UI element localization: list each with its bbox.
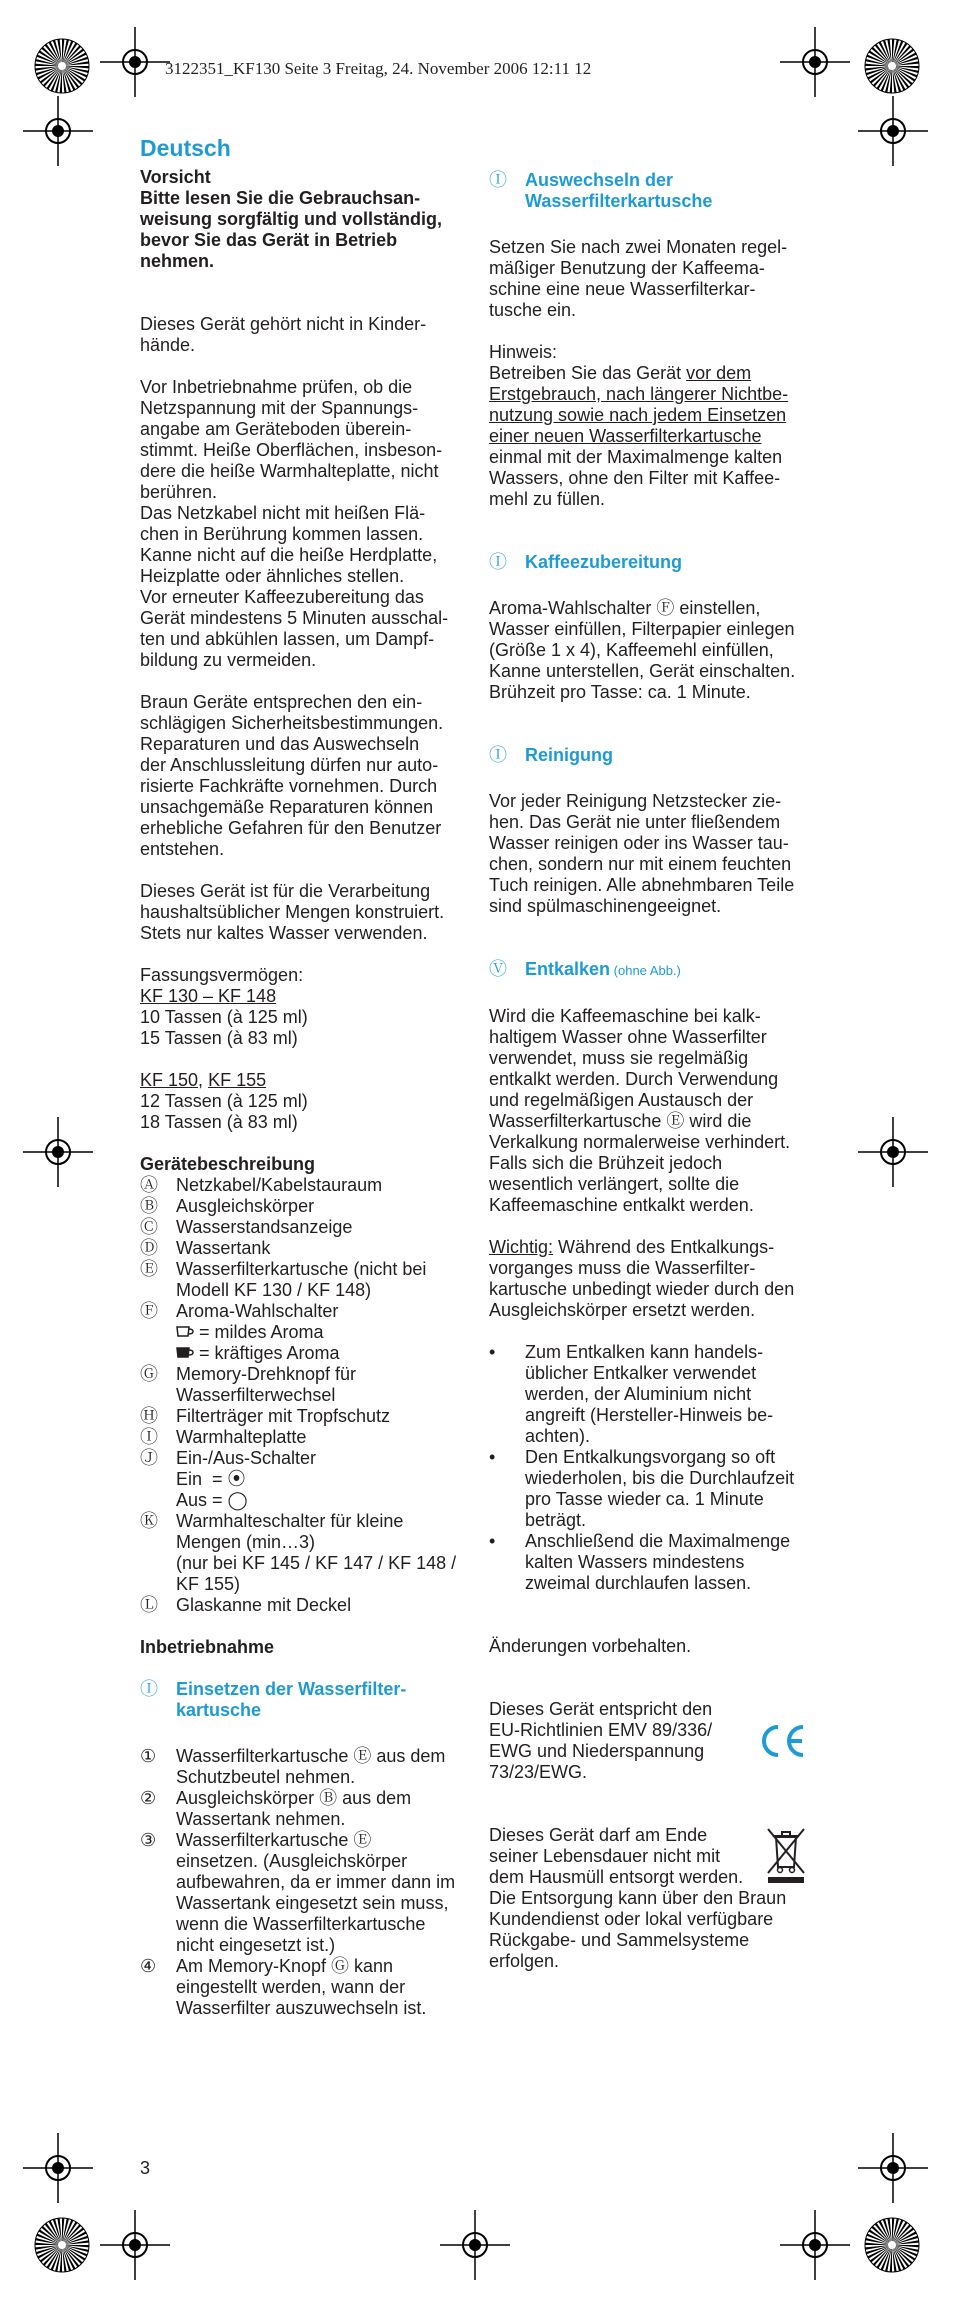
list-marker: Ⓕ [140, 1301, 158, 1321]
capacity-model-sep: , [198, 1070, 209, 1090]
ce-text: Dieses Gerät entspricht den EU-Richtlinien EMV 89/336/ EWG und Niederspannung 73/23/EWG. [489, 1699, 713, 1782]
list-item [140, 1956, 485, 2019]
starburst-mark-icon [34, 2217, 90, 2273]
list-marker: Ⓓ [140, 1238, 158, 1258]
weee-block [489, 1825, 814, 1972]
list-item [489, 1447, 814, 1531]
list-marker: ② [140, 1788, 157, 1808]
section-5-number: Ⓥ [489, 959, 507, 979]
starburst-mark-icon [864, 2217, 920, 2273]
paragraph-safety: Vor Inbetriebnahme prüfen, ob die Netzspannung mit der Spannungs- angabe am Geräteboden überein- stimmt. Heiße Oberflächen, insbeson- dere die heiße Warmhalteplatte, nicht berühren. Das Netzkabel nicht mit heißen Flä- chen in Berührung kommen lassen. Kanne nicht auf die heiße Herdplatte, Heizplatte oder ähnliches stellen. Vor erneuter Kaffeezubereitung das Gerät mindestens 5 Minuten ausschal- ten und abkühlen lassen, um Dampf- bildung zu vermeiden. [140, 377, 449, 670]
capacity-model-2a: KF 150 [140, 1070, 199, 1090]
section-5-title: Entkalken [525, 959, 611, 979]
list-item [489, 1531, 814, 1594]
list-item [140, 1217, 485, 1238]
list-item [140, 1238, 485, 1259]
list-marker: ① [140, 1746, 157, 1766]
list-item [140, 1469, 485, 1490]
capacity-model-1: KF 130 – KF 148 [140, 986, 277, 1006]
list-marker: ③ [140, 1830, 157, 1850]
list-marker: Ⓔ [140, 1259, 158, 1279]
section-2-text: Setzen Sie nach zwei Monaten regel- mäßiger Benutzung der Kaffeema- schine eine neue Wasserfilterkar- tusche ein. [489, 237, 788, 320]
list-marker: • [489, 1342, 496, 1362]
hint-pre: Betreiben Sie das Gerät [489, 363, 687, 383]
list-item [140, 1448, 485, 1469]
hint-post: einmal mit der Maximalmenge kalten Wassers, ohne den Filter mit Kaffee- mehl zu füllen. [489, 447, 783, 509]
list-text: Ausgleichskörper [176, 1196, 315, 1216]
setup-title: Inbetriebnahme [140, 1637, 275, 1657]
list-item [140, 1746, 485, 1788]
right-column [489, 134, 814, 1972]
list-item [140, 1322, 485, 1343]
paragraph-household-use: Dieses Gerät ist für die Verarbeitung haushaltsüblicher Mengen konstruiert. Stets nur kaltes Wasser verwenden. [140, 881, 445, 943]
section-1-heading [140, 1679, 485, 1721]
list-item [140, 1788, 485, 1830]
list-item [140, 1196, 485, 1217]
left-column [140, 134, 485, 2040]
print-header: 3122351_KF130 Seite 3 Freitag, 24. November 2006 12:11 12 [165, 59, 592, 78]
important-label: Wichtig: [489, 1237, 554, 1257]
list-text: Warmhalteplatte [176, 1427, 307, 1447]
list-marker: ④ [140, 1956, 157, 1976]
crosshair-mark-icon [858, 96, 928, 166]
crosshair-mark-icon [23, 1117, 93, 1187]
list-text: Filterträger mit Tropfschutz [176, 1406, 391, 1426]
list-marker: Ⓘ [140, 1427, 158, 1447]
page-number: 3 [140, 2158, 151, 2178]
list-text: Wasserstandsanzeige [176, 1217, 353, 1237]
hint-label: Hinweis: [489, 342, 558, 362]
capacity-2b: 18 Tassen (à 83 ml) [140, 1112, 298, 1132]
ce-block [489, 1699, 814, 1783]
list-marker: • [489, 1531, 496, 1551]
list-item [140, 1175, 485, 1196]
list-marker: Ⓖ [140, 1364, 158, 1384]
crosshair-mark-icon [858, 1117, 928, 1187]
list-text: = kräftiges Aroma [176, 1343, 485, 1364]
capacity-1a: 10 Tassen (à 125 ml) [140, 1007, 308, 1027]
section-4-heading [489, 745, 814, 766]
capacity-label: Fassungsvermögen: [140, 965, 304, 985]
list-item [140, 1595, 485, 1616]
setup-steps-list [140, 1746, 485, 2019]
crosshair-mark-icon [100, 27, 170, 97]
list-marker [140, 1469, 176, 1490]
section-1-number: Ⓘ [140, 1679, 158, 1699]
section-1-title: Einsetzen der Wasserfilter- kartusche [176, 1679, 407, 1720]
starburst-mark-icon [34, 38, 90, 94]
list-text: Wasserfilterkartusche (nicht bei Modell KF 130 / KF 148) [176, 1259, 427, 1300]
list-item [140, 1259, 485, 1301]
ce-mark-icon [756, 1721, 808, 1761]
list-text: Ein-/Aus-Schalter [176, 1448, 317, 1468]
list-item [140, 1343, 485, 1364]
list-text: Ein = ⦿ [176, 1469, 246, 1489]
list-marker: Ⓛ [140, 1595, 158, 1615]
crosshair-mark-icon [780, 27, 850, 97]
hint-underlined: vor dem Erstgebrauch, nach längerer Nichtbe- nutzung sowie nach jedem Einsetzen einer neuen Wasserfilterkartusche [489, 363, 789, 446]
section-4-title: Reinigung [525, 745, 613, 765]
description-list [140, 1175, 485, 1616]
mild-cup-icon [176, 1325, 194, 1339]
paragraph-braun-safety: Braun Geräte entsprechen den ein- schlägigen Sicherheitsbestimmungen. Reparaturen und das Auswechseln der Anschlussleitung dürfen nur auto- risierte Fachkräfte vornehmen. Durch unsachgemäße Reparaturen können erhebliche Gefahren für den Benutzer entstehen. [140, 692, 444, 859]
list-text: Glaskanne mit Deckel [176, 1595, 352, 1615]
list-item [140, 1301, 485, 1322]
capacity-model-2b: KF 155 [208, 1070, 267, 1090]
list-text: Wassertank [176, 1238, 271, 1258]
crosshair-mark-icon [440, 2210, 510, 2280]
section-3-number: Ⓘ [489, 552, 507, 572]
crosshair-mark-icon [858, 2133, 928, 2203]
list-item [140, 1830, 485, 1956]
list-item [489, 1342, 814, 1447]
strong-cup-icon [176, 1346, 194, 1360]
description-title: Gerätebeschreibung [140, 1154, 316, 1174]
section-2-number: Ⓘ [489, 170, 507, 190]
crosshair-mark-icon [23, 96, 93, 166]
list-item [140, 1364, 485, 1406]
list-marker: Ⓒ [140, 1217, 158, 1237]
list-text: Am Memory-Knopf Ⓖ kann eingestellt werden, wann der Wasserfilter auszuwechseln ist. [176, 1956, 427, 2018]
list-text: Netzkabel/Kabelstauraum [176, 1175, 383, 1195]
list-marker [140, 1490, 176, 1511]
caution-text: Bitte lesen Sie die Gebrauchsan- weisung sorgfältig und vollständig, bevor Sie das Gerät in Betrieb nehmen. [140, 188, 443, 271]
descaling-bullets [489, 1342, 814, 1594]
list-marker [140, 1322, 176, 1343]
crosshair-mark-icon [100, 2210, 170, 2280]
capacity-1b: 15 Tassen (à 83 ml) [140, 1028, 298, 1048]
list-marker: Ⓙ [140, 1448, 158, 1468]
section-5-text: Wird die Kaffeemaschine bei kalk- haltigem Wasser ohne Wasserfilter verwendet, muss sie regelmäßig entkalkt werden. Durch Verwendung und regelmäßigen Austausch der Wasserfilterkartusche Ⓔ wird die Verkalkung normalerweise verhindert. Falls sich die Brühzeit jedoch wesentlich verlängert, sollte die Kaffeemaschine entkalkt werden. [489, 1006, 791, 1215]
section-5-heading [489, 959, 814, 981]
list-marker: Ⓚ [140, 1511, 158, 1531]
important-body: Während des Entkalkungs- vorganges muss die Wasserfilter- kartusche unbedingt wieder durch den Ausgleichskörper ersetzt werden. [489, 1237, 795, 1320]
list-marker: Ⓐ [140, 1175, 158, 1195]
list-item [140, 1490, 485, 1511]
list-text: Aroma-Wahlschalter [176, 1301, 339, 1321]
list-text: Aus = ◯ [176, 1490, 248, 1510]
section-3-text: Aroma-Wahlschalter Ⓕ einstellen, Wasser einfüllen, Filterpapier einlegen (Größe 1 x 4), Kaffeemehl einfüllen, Kanne unterstellen, Gerät einschalten. Brühzeit pro Tasse: ca. 1 Minute. [489, 598, 796, 702]
weee-text-b: Die Entsorgung kann über den Braun Kundendienst oder lokal verfügbare Rückgabe- und Sammelsysteme erfolgen. [489, 1888, 787, 1971]
weee-text-a: Dieses Gerät darf am Ende seiner Lebensdauer nicht mit dem Hausmüll entsorgt werden. [489, 1825, 744, 1887]
list-text: Ausgleichskörper Ⓑ aus dem Wassertank nehmen. [176, 1788, 412, 1829]
list-text: Anschließend die Maximalmenge kalten Wassers mindestens zweimal durchlaufen lassen. [525, 1531, 791, 1593]
list-text: Warmhalteschalter für kleine Mengen (min…3) (nur bei KF 145 / KF 147 / KF 148 / KF 155) [176, 1511, 457, 1594]
page-title: Deutsch [140, 135, 231, 161]
list-item [140, 1406, 485, 1427]
important-text [489, 1237, 814, 1321]
section-3-title: Kaffeezubereitung [525, 552, 683, 572]
changes-note: Änderungen vorbehalten. [489, 1636, 692, 1656]
list-marker [140, 1343, 176, 1364]
section-4-text: Vor jeder Reinigung Netzstecker zie- hen. Das Gerät nie unter fließendem Wasser reinigen oder ins Wasser tau- chen, sondern nur mit einem feuchten Tuch reinigen. Alle abnehmbaren Teile sind spülmaschinengeeignet. [489, 791, 795, 916]
list-text: Wasserfilterkartusche Ⓔ einsetzen. (Ausgleichskörper aufbewahren, da er immer dann im Wassertank eingesetzt sein muss, wenn die Wasserfilterkartusche nicht eingesetzt ist.) [176, 1830, 456, 1955]
section-5-note: (ohne Abb.) [610, 963, 681, 978]
list-text: = mildes Aroma [176, 1322, 485, 1343]
list-text: Den Entkalkungsvorgang so oft wiederholen, bis die Durchlaufzeit pro Tasse wieder ca. 1 Minute beträgt. [525, 1447, 795, 1530]
list-item [140, 1427, 485, 1448]
section-2-heading [489, 170, 814, 212]
hint-text [489, 363, 814, 510]
section-3-heading [489, 552, 814, 573]
capacity-model-2 [140, 1070, 485, 1091]
list-text: Zum Entkalken kann handels- üblicher Entkalker verwendet werden, der Aluminium nicht angreift (Hersteller-Hinweis be- achten). [525, 1342, 774, 1446]
list-marker: • [489, 1447, 496, 1467]
section-2-title: Auswechseln der Wasserfilterkartusche [525, 170, 713, 211]
list-marker: Ⓗ [140, 1406, 158, 1426]
list-text: Memory-Drehknopf für Wasserfilterwechsel [176, 1364, 357, 1405]
list-text: Wasserfilterkartusche Ⓔ aus dem Schutzbeutel nehmen. [176, 1746, 446, 1787]
paragraph-children: Dieses Gerät gehört nicht in Kinder- hände. [140, 314, 427, 355]
list-item [140, 1511, 485, 1595]
list-marker: Ⓑ [140, 1196, 158, 1216]
crosshair-mark-icon [23, 2133, 93, 2203]
caution-title: Vorsicht [140, 167, 211, 187]
capacity-2a: 12 Tassen (à 125 ml) [140, 1091, 308, 1111]
section-4-number: Ⓘ [489, 745, 507, 765]
crossed-bin-icon [764, 1825, 808, 1883]
starburst-mark-icon [864, 38, 920, 94]
crosshair-mark-icon [780, 2210, 850, 2280]
